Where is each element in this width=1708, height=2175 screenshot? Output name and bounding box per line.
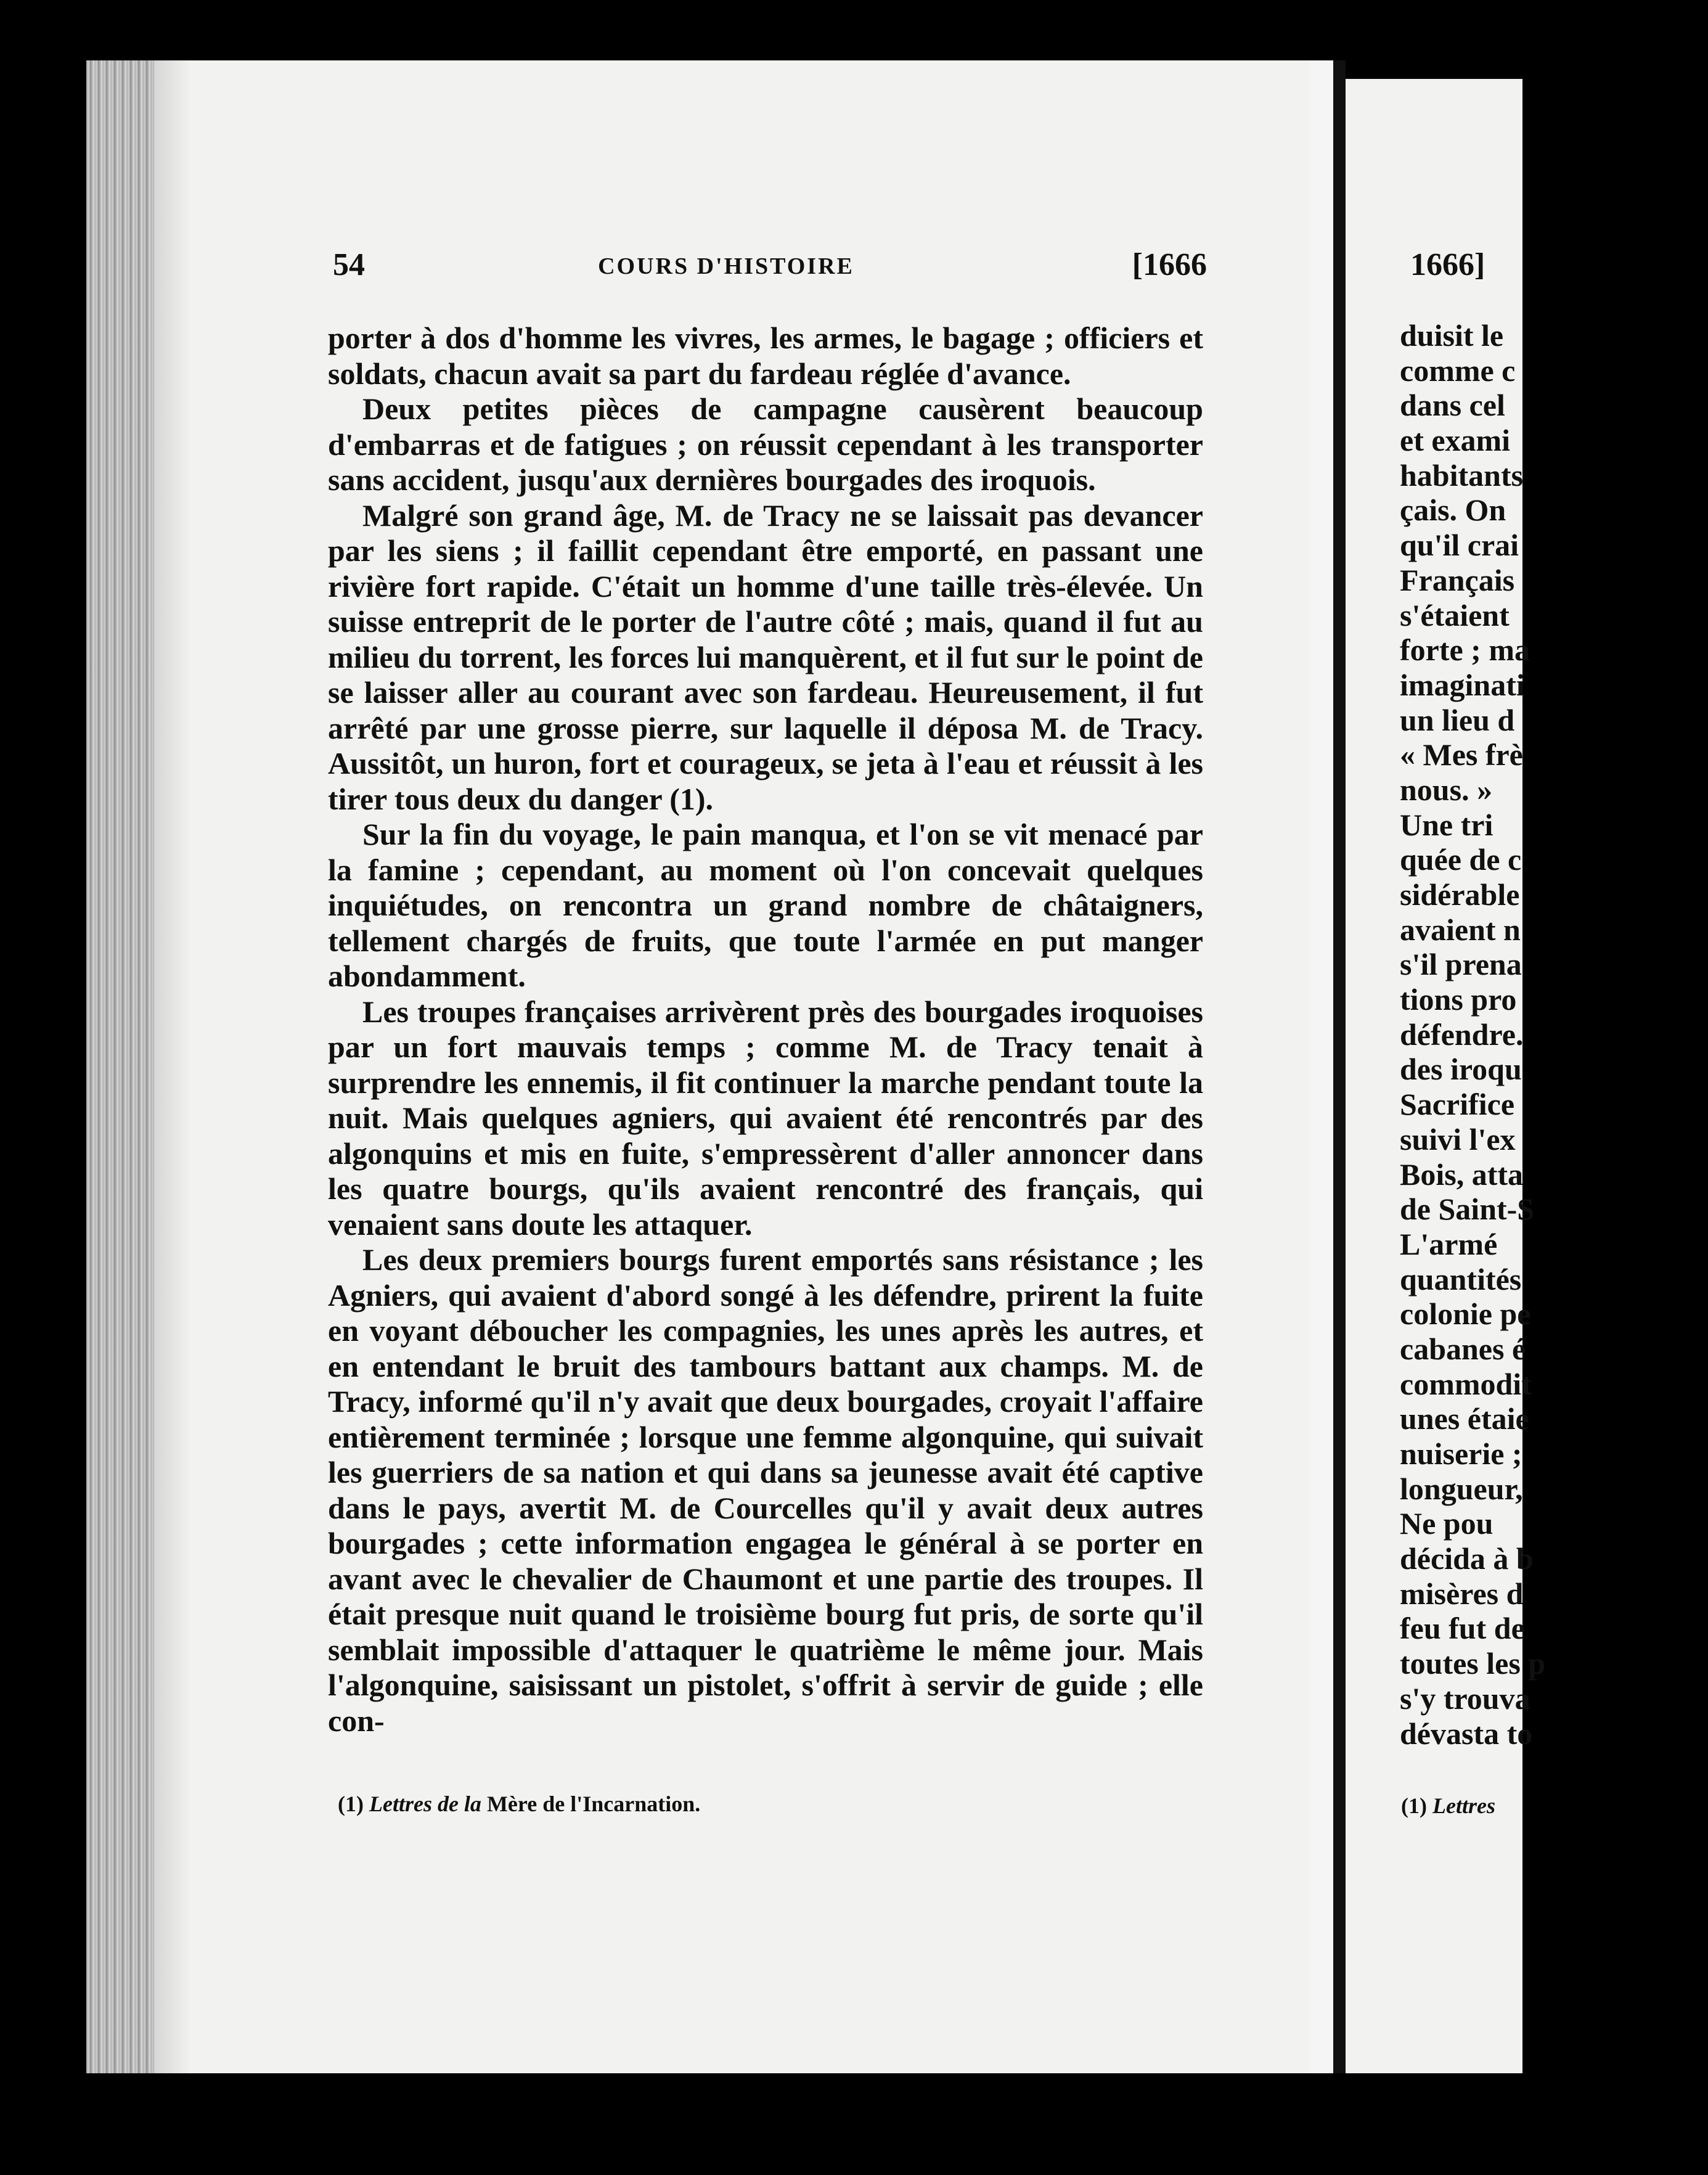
- right-text-line: s'il prena: [1400, 947, 1522, 982]
- right-text-line: duisit le: [1400, 318, 1504, 353]
- right-text-line: Bois, atta: [1400, 1157, 1523, 1192]
- right-text-line: décida à b: [1400, 1541, 1534, 1576]
- right-text-line: toutes les p: [1400, 1646, 1546, 1681]
- right-text-line: un lieu d: [1400, 702, 1515, 737]
- right-text-line: forte ; ma: [1400, 633, 1530, 668]
- right-text-line: commodit: [1400, 1366, 1532, 1401]
- right-text-line: Français: [1400, 562, 1515, 597]
- right-text-line: misères d: [1400, 1576, 1524, 1611]
- right-text-line: Sacrifice: [1400, 1087, 1515, 1122]
- right-text-line: cabanes é: [1400, 1331, 1526, 1366]
- right-text-line: s'étaient: [1400, 597, 1510, 633]
- right-text-line: de Saint-S: [1400, 1192, 1535, 1227]
- right-text-line: imaginati: [1400, 667, 1525, 702]
- paragraph: Deux petites pièces de campagne causèrent beaucoup d'embarras et de fatigues ; on réussit cependant à les transporter sans accident, jusqu'aux dernières bourgades des iroquois.: [328, 391, 1203, 497]
- right-text-line: sidérable: [1400, 877, 1520, 912]
- header-year: [1666: [1132, 247, 1207, 282]
- right-text-line: Une tri: [1400, 807, 1493, 842]
- right-footnote-italic: Lettres: [1432, 1793, 1495, 1818]
- right-text-line: et exami: [1400, 423, 1511, 458]
- page-number: 54: [333, 247, 365, 282]
- right-text-line: défendre.: [1400, 1017, 1524, 1052]
- right-text-line: colonie pe: [1400, 1296, 1531, 1332]
- book-gutter: [86, 60, 154, 2073]
- right-text-line: avaient n: [1400, 912, 1521, 947]
- right-header-year: 1666]: [1410, 247, 1485, 282]
- paragraph: Les troupes françaises arrivèrent près des bourgades iroquoises par un fort mauvais temps ; comme M. de Tracy tenait à surprendre les ennemis, il fit continuer la marche pendant toute la nuit. Mais quelques agniers, qui avaient été rencontrés par des algonquins et mis en fuite, s'empressèrent d'aller annoncer dans les quatre bourgs, qu'ils avaient rencontré des français, qui venaient sans doute les attaquer.: [328, 994, 1203, 1242]
- footnote-text: Mère de l'Incarnation.: [486, 1792, 701, 1816]
- page-edge: [1310, 60, 1333, 2073]
- page-header: [245, 247, 1207, 296]
- right-text-line: tions pro: [1400, 982, 1517, 1017]
- paragraph: Malgré son grand âge, M. de Tracy ne se laissait pas devancer par les siens ; il faillit cependant être emporté, en passant une rivière fort rapide. C'était un homme d'une taille très-élevée. Un suisse entreprit de le porter de l'autre côté ; mais, quand il fut au milieu du torrent, les forces lui manquèrent, et il fut sur le point de se laisser aller au courant avec son fardeau. Heureusement, il fut arrêté par une grosse pierre, sur laquelle il déposa M. de Tracy. Aussitôt, un huron, fort et courageux, se jeta à l'eau et réussit à les tirer tous deux du danger (1).: [328, 498, 1203, 816]
- right-footnote: [1401, 1793, 1495, 1819]
- right-footnote-marker: (1): [1401, 1793, 1427, 1818]
- paragraph: Les deux premiers bourgs furent emportés sans résistance ; les Agniers, qui avaient d'abord songé à les défendre, prirent la fuite en voyant déboucher les compagnies, les unes après les autres, et en entendant le bruit des tambours battant aux champs. M. de Tracy, informé qu'il n'y avait que deux bourgades, croyait l'affaire entièrement terminée ; lorsque une femme algonquine, qui suivait les guerriers de sa nation et qui dans sa jeunesse avait été captive dans le pays, avertit M. de Courcelles qu'il y avait deux autres bourgades ; cette information engagea le général à se porter en avant avec le chevalier de Chaumont et une partie des troupes. Il était presque nuit quand le troisième bourg fut pris, de sorte qu'il semblait impossible d'attaquer le quatrième le même jour. Mais l'algonquine, saisissant un pistolet, s'offrit à servir de guide ; elle con-: [328, 1242, 1203, 1738]
- right-text-line: des iroqu: [1400, 1052, 1522, 1087]
- footnote-marker: (1): [338, 1792, 364, 1816]
- body-text: [328, 321, 1203, 1739]
- right-text-line: quée de c: [1400, 842, 1522, 877]
- right-text-line: nous. »: [1400, 772, 1493, 807]
- right-text-line: suivi l'ex: [1400, 1121, 1516, 1157]
- right-text-line: dans cel: [1400, 388, 1505, 423]
- right-text-line: longueur,: [1400, 1471, 1523, 1506]
- right-text-line: comme c: [1400, 353, 1516, 388]
- running-title: COURS D'HISTOIRE: [598, 253, 854, 279]
- paragraph: Sur la fin du voyage, le pain manqua, et l'on se vit menacé par la famine ; cependant, au moment où l'on concevait quelques inquiétudes, on rencontra un grand nombre de châtaigners, tellement chargés de fruits, que toute l'armée en put manger abondamment.: [328, 817, 1203, 993]
- page-gap: [1333, 60, 1346, 2073]
- right-text-line: Ne pou: [1400, 1506, 1493, 1541]
- right-text-line: habitants: [1400, 457, 1524, 493]
- right-text-line: çais. On: [1400, 493, 1506, 528]
- right-text-line: feu fut de: [1400, 1611, 1525, 1646]
- right-text-line: quantités: [1400, 1261, 1522, 1296]
- right-body-text: [1400, 318, 1708, 1751]
- right-text-line: dévasta to: [1400, 1716, 1533, 1751]
- right-text-line: s'y trouva: [1400, 1681, 1530, 1716]
- right-page: [1346, 79, 1546, 2073]
- right-text-line: L'armé: [1400, 1226, 1498, 1261]
- paragraph: porter à dos d'homme les vivres, les armes, le bagage ; officiers et soldats, chacun avait sa part du fardeau réglée d'avance.: [328, 321, 1203, 391]
- right-text-line: nuiserie ;: [1400, 1436, 1522, 1471]
- footnote: [338, 1791, 700, 1817]
- gutter-shadow: [154, 60, 191, 2073]
- footnote-italic: Lettres de la: [369, 1792, 481, 1816]
- right-text-line: « Mes frè: [1400, 737, 1523, 772]
- right-text-line: unes étaie: [1400, 1401, 1529, 1436]
- right-text-line: qu'il crai: [1400, 528, 1519, 563]
